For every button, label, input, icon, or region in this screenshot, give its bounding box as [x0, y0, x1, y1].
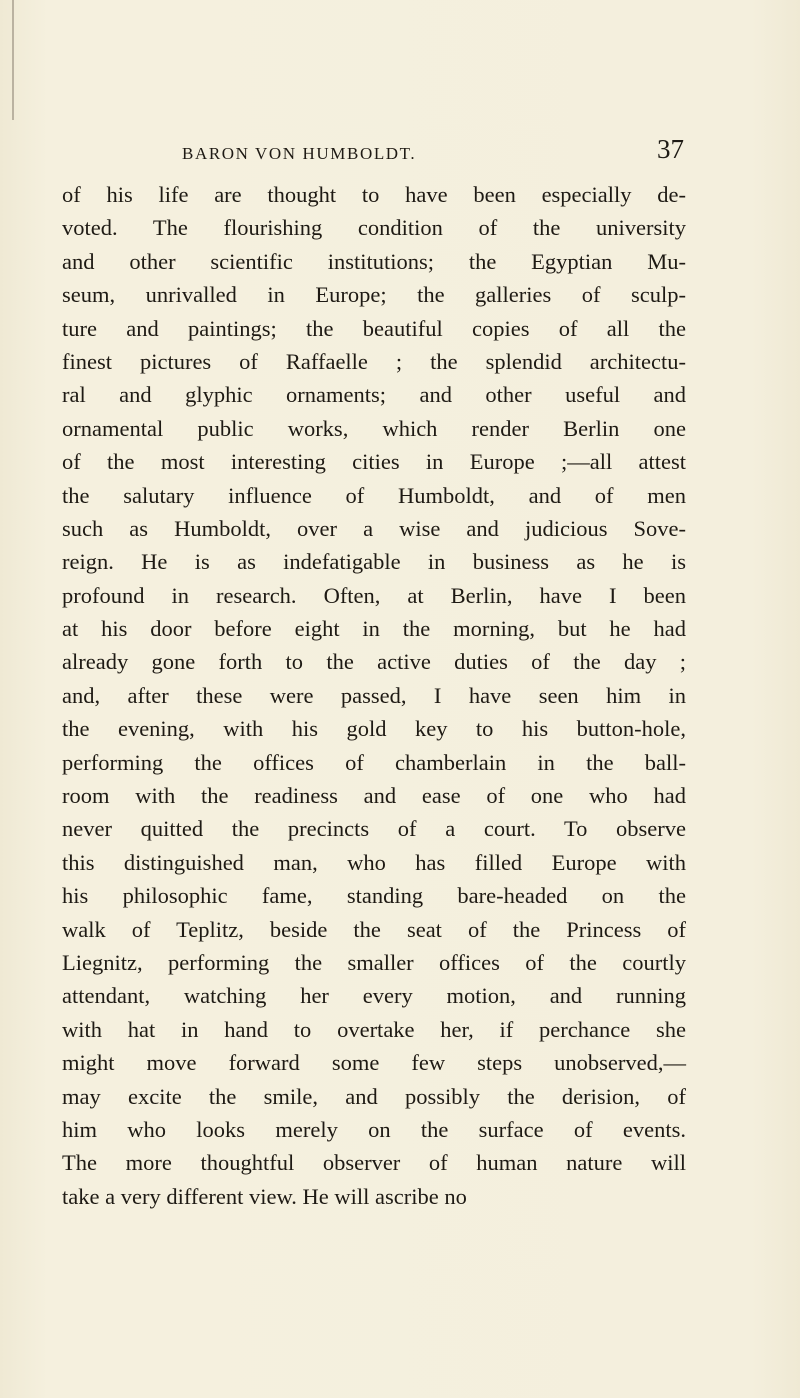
text-line: Liegnitz, performing the smaller offices of the courtly [62, 949, 686, 975]
text-line: might move forward some few steps unobserved,— [62, 1050, 686, 1076]
text-line: walk of Teplitz, beside the seat of the Princess of [62, 916, 686, 942]
text-line: ture and paintings; the beautiful copies of all the [62, 315, 686, 341]
text-line: seum, unrivalled in Europe; the galleries of sculp- [62, 282, 686, 308]
text-line: take a very different view. He will ascribe no [62, 1183, 467, 1209]
text-line: and other scientific institutions; the Egyptian Mu- [62, 248, 686, 274]
running-head [64, 134, 684, 178]
text-line: and, after these were passed, I have seen him in [62, 682, 686, 708]
text-line: ral and glyphic ornaments; and other useful and [62, 382, 686, 408]
page-number: 37 [657, 134, 684, 164]
text-line: voted. The flourishing condition of the university [62, 215, 686, 241]
text-line: his philosophic fame, standing bare-headed on the [62, 883, 686, 909]
text-line: finest pictures of Raffaelle ; the splendid architectu- [62, 348, 686, 374]
text-line: him who looks merely on the surface of events. [62, 1116, 686, 1142]
text-line: profound in research. Often, at Berlin, have I been [62, 582, 686, 608]
text-line: The more thoughtful observer of human nature will [62, 1150, 686, 1176]
text-line: of the most interesting cities in Europe ;—all attest [62, 449, 686, 475]
text-line: the evening, with his gold key to his button-hole, [62, 716, 686, 742]
text-line: may excite the smile, and possibly the derision, of [62, 1083, 686, 1109]
text-line: such as Humboldt, over a wise and judicious Sove- [62, 515, 686, 541]
text-line: never quitted the precincts of a court. To observe [62, 816, 686, 842]
running-title: BARON VON HUMBOLDT. [182, 144, 417, 163]
text-line: performing the offices of chamberlain in the ball- [62, 749, 686, 775]
text-line: with hat in hand to overtake her, if perchance she [62, 1016, 686, 1042]
text-line: at his door before eight in the morning, but he had [62, 616, 686, 642]
text-line: the salutary influence of Humboldt, and of men [62, 482, 686, 508]
text-line: ornamental public works, which render Berlin one [62, 415, 686, 441]
text-line: of his life are thought to have been especially de- [62, 182, 686, 207]
text-line: reign. He is as indefatigable in business as he is [62, 549, 686, 575]
body-text [62, 178, 686, 1213]
text-line: attendant, watching her every motion, and running [62, 983, 686, 1009]
text-line: this distinguished man, who has filled Europe with [62, 849, 686, 875]
gutter-edge-line [12, 0, 14, 120]
text-line: room with the readiness and ease of one who had [62, 783, 686, 809]
text-line: already gone forth to the active duties of the day ; [62, 649, 686, 675]
